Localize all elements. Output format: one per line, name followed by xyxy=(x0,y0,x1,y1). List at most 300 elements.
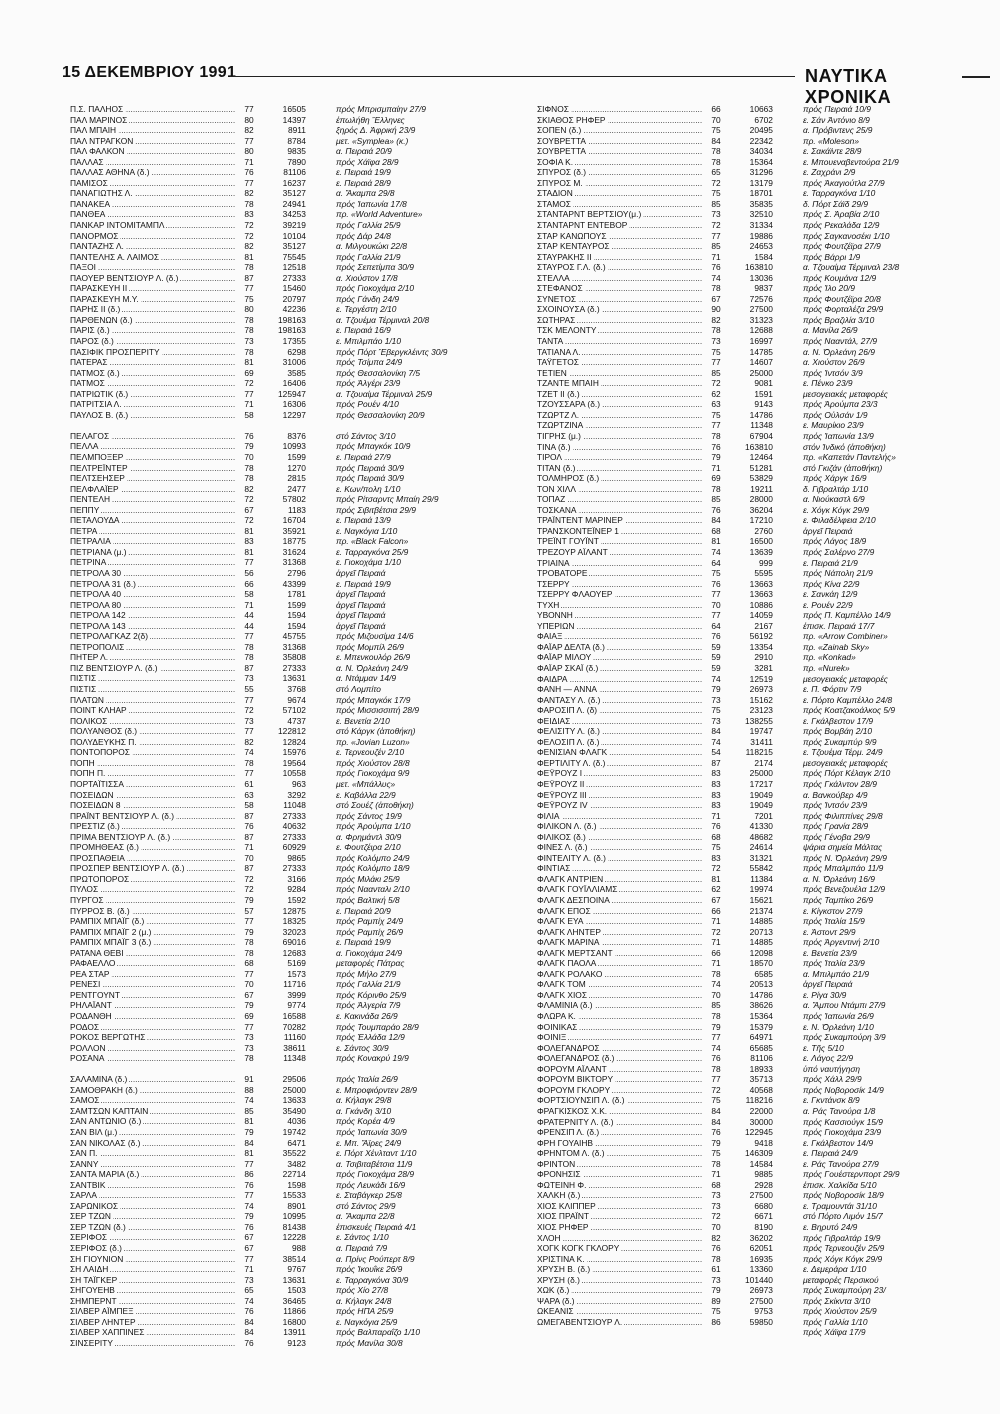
ship-name: ΠΡΑΪΝΤ ΒΕΝΤΣΙΟΥΡ Λ. (δ.) ..... xyxy=(68,811,238,822)
ship-name: ΦΙΛΙΑ ..... xyxy=(535,811,705,822)
deadweight: 24941 xyxy=(282,198,306,209)
deadweight: 1599 xyxy=(287,599,306,610)
deadweight: 64971 xyxy=(749,1032,773,1043)
deadweight: 20713 xyxy=(749,926,773,937)
build-year: 67 xyxy=(244,504,254,515)
deadweight: 4737 xyxy=(287,715,306,726)
ship-row xyxy=(68,1148,538,1159)
build-year: 75 xyxy=(711,705,721,716)
build-year: 77 xyxy=(244,694,254,705)
build-year: 71 xyxy=(711,462,721,473)
ship-name: ΦΡΟΝΗΣΙΣ ..... xyxy=(535,1169,705,1180)
ship-row xyxy=(535,631,1000,642)
ship-row xyxy=(68,695,538,706)
build-year: 76 xyxy=(711,1053,721,1064)
position-destination: πρός Ἰαπωνία 17/8 xyxy=(335,198,407,209)
ship-name: ΤΡΑΝΣΚΟΝΤΕΪΝΕΡ 1 ..... xyxy=(535,526,705,537)
ship-name: ΤΑΫΓΕΤΟΣ ..... xyxy=(535,357,705,368)
deadweight: 12683 xyxy=(282,947,306,958)
ship-name: ΣΤΕΛΛΑ ..... xyxy=(535,273,705,284)
deadweight: 9753 xyxy=(754,1306,773,1317)
build-year: 73 xyxy=(244,1042,254,1053)
position-destination: ε. Τραμουντάι 31/10 xyxy=(802,1200,877,1211)
deadweight: 11716 xyxy=(283,979,306,990)
ship-row xyxy=(535,863,1000,874)
build-year: 74 xyxy=(711,1042,721,1053)
deadweight: 35921 xyxy=(282,525,306,536)
deadweight: 14786 xyxy=(749,989,773,1000)
ship-row xyxy=(68,663,538,674)
build-year: 76 xyxy=(244,1179,254,1190)
position-destination: πρός Μιλάκι 25/9 xyxy=(335,873,400,884)
position-destination: πρός Πόρτ Ἔβεργκλέιντς 30/9 xyxy=(335,346,448,357)
ship-row xyxy=(68,220,538,231)
ship-name: ΦΟΛΕΓΑΝΔΡΟΣ ..... xyxy=(535,1043,705,1054)
build-year: 73 xyxy=(244,336,254,347)
build-year: 75 xyxy=(711,1148,721,1159)
build-year: 75 xyxy=(711,188,721,199)
build-year: 91 xyxy=(244,1074,254,1085)
ship-name: ΦΛΑΓΚ ΤΟΜ ..... xyxy=(535,979,705,990)
position-destination: α. Χιούστον 26/9 xyxy=(802,357,865,368)
position-destination: πρός Βενεζουέλα 12/9 xyxy=(802,884,885,895)
position-destination: πρός Λάγος 18/9 xyxy=(802,536,867,547)
build-year: 76 xyxy=(711,821,721,832)
ship-row xyxy=(535,642,1000,653)
ship-row xyxy=(535,1022,1000,1033)
ship-row xyxy=(535,842,1000,853)
deadweight: 8901 xyxy=(287,1200,306,1211)
position-destination: ε. Φουτζέιρα 2/10 xyxy=(335,842,401,853)
ship-name: ΦΟΡΟΥΜ ΑΪΛΑΝΤ ..... xyxy=(535,1064,705,1075)
ship-row xyxy=(68,673,538,684)
build-year: 68 xyxy=(244,958,254,969)
build-year: 63 xyxy=(244,789,254,800)
ship-name: ΤΑΤΙΑΝΑ Λ. ..... xyxy=(535,347,705,358)
deadweight: 4036 xyxy=(287,1116,306,1127)
ship-row xyxy=(68,1232,538,1243)
position-destination: πρός Χόγκ Κόγκ 29/9 xyxy=(802,1253,883,1264)
ship-name: ΠΑΥΛΟΣ Β. (δ.) ..... xyxy=(68,410,238,421)
ship-name: ΣΤΑΥΡΑΚΗΣ ΙΙ ..... xyxy=(535,252,705,263)
position-destination: πρός Ἰταλία 23/9 xyxy=(802,958,865,969)
build-year: 77 xyxy=(244,557,254,568)
ship-row xyxy=(535,463,1000,474)
deadweight: 19564 xyxy=(282,757,306,768)
position-destination: πρός Σαλέρνο 27/9 xyxy=(802,546,875,557)
ship-name: ΠΑΤΡΙΤΣΙΑ Λ. ..... xyxy=(68,399,238,410)
position-destination: μεσογειακές μεταφορές xyxy=(802,673,888,684)
ship-row xyxy=(68,1095,538,1106)
build-year: 73 xyxy=(711,336,721,347)
deadweight: 56192 xyxy=(749,631,773,642)
ship-row xyxy=(68,1043,538,1054)
ship-name: ΦΙΝΕΣ Λ. (δ.) ..... xyxy=(535,842,705,853)
build-year: 73 xyxy=(244,1274,254,1285)
ship-name: ΧΙΟΣ ΠΡΑΪΝΤ ..... xyxy=(535,1211,705,1222)
deadweight: 27333 xyxy=(282,272,306,283)
deadweight: 15364 xyxy=(749,156,773,167)
position-destination: ε. Γκάλβεστον 17/9 xyxy=(802,715,874,726)
deadweight: 12098 xyxy=(749,947,773,958)
deadweight: 59850 xyxy=(749,1316,773,1327)
position-destination: ε. Φιλαδέλφεια 2/10 xyxy=(802,515,876,526)
ship-name: ΡΟΛΛΟΝ ..... xyxy=(68,1043,238,1054)
position-destination: πρός Σαγκανοσέκι 1/10 xyxy=(802,230,890,241)
ship-name: ΡΟΣΑΝΑ ..... xyxy=(68,1053,238,1064)
ship-name: ΤΡΕΪΝΤ ΓΟΥΪΝΤ ..... xyxy=(535,536,705,547)
ship-name: ΡΑΜΠΙΧ ΜΠΑΪΓ 3 (δ.) ..... xyxy=(68,937,238,948)
ship-name: ΨΑΡΑ (δ.) ..... xyxy=(535,1296,705,1307)
build-year: 78 xyxy=(244,346,254,357)
ship-row xyxy=(68,178,538,189)
build-year: 68 xyxy=(711,831,721,842)
build-year: 78 xyxy=(711,146,721,157)
deadweight: 51281 xyxy=(749,462,773,473)
build-year: 80 xyxy=(244,146,254,157)
deadweight: 2174 xyxy=(754,757,773,768)
build-year: 70 xyxy=(244,852,254,863)
ship-name: ΤΙΡΟΛ ..... xyxy=(535,452,705,463)
ship-row xyxy=(535,178,1000,189)
position-destination: στό Κάργκ (ἀποθήκη) xyxy=(335,726,416,737)
ship-name: ΣΗ ΛΑΙΔΗ ..... xyxy=(68,1264,238,1275)
ship-row xyxy=(535,115,1000,126)
build-year: 67 xyxy=(711,293,721,304)
position-destination: ε. Μαυρίκιο 23/9 xyxy=(802,420,864,431)
deadweight: 2477 xyxy=(287,483,306,494)
deadweight: 17210 xyxy=(749,515,773,526)
deadweight: 13036 xyxy=(749,272,773,283)
ship-row xyxy=(535,378,1000,389)
deadweight: 16704 xyxy=(282,515,306,526)
deadweight: 31368 xyxy=(282,641,306,652)
build-year: 71 xyxy=(244,156,254,167)
ship-row xyxy=(535,652,1000,663)
deadweight: 988 xyxy=(291,1242,306,1253)
position-destination: α. Πρίνς Ρούπερτ 8/9 xyxy=(335,1253,415,1264)
ship-name: ΣΤΑΝΤΑΡΝΤ ΕΝΤΕΒΟΡ ..... xyxy=(535,220,705,231)
build-year: 74 xyxy=(711,979,721,990)
ship-name: ΠΡΟΣΠΕΡ ΒΕΝΤΣΙΟΥΡ Λ. (δ.) ..... xyxy=(68,863,238,874)
ship-name: ΠΑΛΛΑΣ ΑΘΗΝΑ (δ.) ..... xyxy=(68,167,238,178)
position-destination: πρός Οὐλσάν 1/9 xyxy=(802,409,868,420)
ship-row xyxy=(68,884,538,895)
position-destination: α. Ἄκαμπα 29/8 xyxy=(335,188,395,199)
ship-row xyxy=(535,484,1000,495)
position-destination: πρός Σκίκντα 3/10 xyxy=(802,1295,871,1306)
ship-row xyxy=(535,209,1000,220)
ship-row xyxy=(535,536,1000,547)
ship-row xyxy=(535,779,1000,790)
position-destination: ε. Πειραιά 27/9 xyxy=(335,452,391,462)
ship-row xyxy=(68,1180,538,1191)
build-year: 74 xyxy=(711,736,721,747)
deadweight: 5169 xyxy=(287,958,306,969)
ship-row xyxy=(535,747,1000,758)
ship-row xyxy=(535,336,1000,347)
build-year: 82 xyxy=(711,314,721,325)
deadweight: 10104 xyxy=(282,230,306,241)
build-year: 74 xyxy=(711,272,721,283)
ship-row xyxy=(68,557,538,568)
build-year: 78 xyxy=(711,1253,721,1264)
position-destination: πρ. «Καπετάν Παντελής» xyxy=(802,452,896,463)
ship-row xyxy=(535,410,1000,421)
ship-row xyxy=(68,768,538,779)
build-year: 82 xyxy=(244,241,254,252)
build-year: 78 xyxy=(711,1158,721,1169)
ship-name: ΠΑΣΙΦΙΚ ΠΡΟΣΠΕΡΙΤΥ ..... xyxy=(68,347,238,358)
position-destination: πρός Κολόμπο 24/9 xyxy=(335,852,410,863)
ship-row xyxy=(68,368,538,379)
ship-row xyxy=(535,1106,1000,1117)
ship-row xyxy=(535,663,1000,674)
deadweight: 11048 xyxy=(283,800,306,811)
position-destination: μεσογειακές μεταφορές xyxy=(802,757,888,768)
ship-name: ΠΕΤΡΟΛΑΓΚΑΖ 2(δ) ..... xyxy=(68,631,238,642)
deadweight: 2815 xyxy=(287,473,306,484)
ship-row xyxy=(535,895,1000,906)
ship-row xyxy=(68,631,538,642)
ship-name: ΦΕΫΡΟΥΖ ΙΙΙ ..... xyxy=(535,790,705,801)
build-year: 71 xyxy=(244,599,254,610)
ship-row xyxy=(535,1327,1000,1338)
position-destination: στό Σουέζ (ἀποθήκη) xyxy=(335,800,414,811)
ship-name: ΠΑΞΟΙ ..... xyxy=(68,262,238,273)
ship-name: ΦΟΙΝΙΞ ..... xyxy=(535,1032,705,1043)
ship-name: ΠΑΡΙΣ (δ.) ..... xyxy=(68,325,238,336)
ship-name: ΦΩΤΕΙΝΗ Φ. ..... xyxy=(535,1180,705,1191)
ship-name: ΠΑΡΟΣ (δ.) ..... xyxy=(68,336,238,347)
ship-row xyxy=(535,1117,1000,1128)
ship-name: ΦΡΙΝΤΟΝ ..... xyxy=(535,1159,705,1170)
deadweight: 16935 xyxy=(749,1253,773,1264)
position-destination: ε. Ρίγα 30/9 xyxy=(802,989,847,1000)
ship-row xyxy=(535,304,1000,315)
ship-name: ΠΡΟΣΠΑΘΕΙΑ ..... xyxy=(68,853,238,864)
build-year: 63 xyxy=(711,399,721,410)
ship-row xyxy=(68,800,538,811)
build-year: 78 xyxy=(244,937,254,948)
position-destination: πρός Γαλλία 21/9 xyxy=(335,979,401,990)
deadweight: 1503 xyxy=(287,1285,306,1296)
ship-row xyxy=(535,1306,1000,1317)
position-destination: πρός Θεσσαλονίκη 20/9 xyxy=(335,409,425,420)
ship-name: ΧΡΙΣΤΙΝΑ Κ. ..... xyxy=(535,1254,705,1265)
position-destination: πρός Ρίτσαρντς Μπαίη 29/9 xyxy=(335,494,439,505)
ship-name: ΠΥΛΟΣ ..... xyxy=(68,884,238,895)
deadweight: 75545 xyxy=(282,251,306,262)
ship-row xyxy=(535,104,1000,115)
ship-name: ΣΑΛΑΜΙΝΑ (δ.) ..... xyxy=(68,1074,238,1085)
position-destination: πρός Ἰαπωνία 30/9 xyxy=(335,1126,407,1137)
ship-name: ΦΛΑΓΚ ΓΟΥΪΛΛΙΑΜΣ ..... xyxy=(535,884,705,895)
ship-name: ΣΟΥΒΡΕΤΤΑ ..... xyxy=(535,146,705,157)
deadweight: 14786 xyxy=(749,409,773,420)
ship-row xyxy=(68,167,538,178)
ship-row xyxy=(68,716,538,727)
deadweight: 14885 xyxy=(749,916,773,927)
ship-name: ΠΕΤΡΟΛΑ 143 ..... xyxy=(68,621,238,632)
position-destination: πρός Π. Καμπέλλο 14/9 xyxy=(802,610,891,621)
deadweight: 11384 xyxy=(750,873,773,884)
build-year: 84 xyxy=(244,1327,254,1338)
ship-row xyxy=(535,674,1000,685)
position-destination: πρός Μπρισμπαίην 27/9 xyxy=(335,104,426,114)
build-year: 81 xyxy=(244,251,254,262)
ship-row xyxy=(535,621,1000,632)
build-year: 78 xyxy=(244,947,254,958)
ship-name: ΦΛΑΓΚ ΡΟΛΑΚΟ ..... xyxy=(535,969,705,980)
build-year: 77 xyxy=(711,420,721,431)
ship-row xyxy=(535,916,1000,927)
deadweight: 963 xyxy=(291,778,306,789)
build-year: 64 xyxy=(711,557,721,568)
position-destination: πρός Νααντάλ, 27/9 xyxy=(802,336,878,347)
ship-row xyxy=(535,231,1000,242)
ship-row xyxy=(535,884,1000,895)
build-year: 84 xyxy=(711,1105,721,1116)
build-year: 68 xyxy=(711,1179,721,1190)
ship-name: ΤΟΣΚΑΝΑ ..... xyxy=(535,505,705,516)
ship-name: ΦΟΡΟΥΜ ΓΚΛΟΡΥ ..... xyxy=(535,1085,705,1096)
position-destination: α. Ν. Ὀρλεάνη 16/9 xyxy=(802,873,875,884)
position-destination: πρός Σάντος 19/9 xyxy=(335,810,402,821)
position-destination: ε. Σακάϊντε 28/9 xyxy=(802,146,862,157)
position-destination: α. Τζουαίμα Τέρμιναλ 25/9 xyxy=(335,388,433,399)
deadweight: 5595 xyxy=(754,568,773,579)
build-year: 71 xyxy=(244,1264,254,1275)
position-destination: ἀργεῖ Πειραιά xyxy=(335,610,386,621)
position-destination: πρός Τουμπαράο 28/9 xyxy=(335,1021,419,1032)
build-year: 72 xyxy=(711,1084,721,1095)
position-destination: δ. Πόρτ Σάϊδ 29/9 xyxy=(802,198,868,209)
ship-name: ΡΗΛΑΪΑΝΤ ..... xyxy=(68,1000,238,1011)
ship-row xyxy=(535,906,1000,917)
position-destination: πρός Σ. Ἀραβία 2/10 xyxy=(802,209,880,220)
ship-row xyxy=(535,579,1000,590)
ship-row xyxy=(535,832,1000,843)
deadweight: 70282 xyxy=(282,1021,306,1032)
ship-name: ΠΑΤΕΡΑΣ ..... xyxy=(68,357,238,368)
page-date: 15 ΔΕΚΕΜΒΡΙΟΥ 1991 xyxy=(62,64,237,81)
position-destination: πρός Σεπετίμπα 30/9 xyxy=(335,262,414,273)
build-year: 70 xyxy=(244,979,254,990)
ship-row xyxy=(68,441,538,452)
position-destination: πρός Ἀργεντινή 2/10 xyxy=(802,937,880,948)
position-destination: πρ. «World Adventure» xyxy=(335,209,423,220)
position-destination: πρ. «Moleson» xyxy=(802,135,859,146)
deadweight: 23123 xyxy=(749,705,773,716)
position-destination: πρός Γαλλία 25/9 xyxy=(335,220,401,231)
build-year: 77 xyxy=(711,230,721,241)
position-destination: πρός Χάϊφα 28/9 xyxy=(335,156,399,167)
position-destination: πρός Κορέα 4/9 xyxy=(335,1116,395,1127)
deadweight: 9837 xyxy=(754,283,773,294)
ship-row xyxy=(68,505,538,516)
position-destination: στό Γκιζάν (ἀποθήκη) xyxy=(802,462,883,473)
position-destination: ε. Μπροφιόρντεν 28/9 xyxy=(335,1084,417,1095)
ship-name: ΣΤΑΔΙΟΝ ..... xyxy=(535,188,705,199)
ship-row xyxy=(535,1317,1000,1328)
ship-name: ΠΕΛΤΣΕΗΣΕΡ ..... xyxy=(68,473,238,484)
ship-name: ΠΑΛΛΑΣ ..... xyxy=(68,157,238,168)
ship-row xyxy=(68,1254,538,1265)
build-year: 77 xyxy=(711,1032,721,1043)
build-year: 71 xyxy=(711,810,721,821)
ship-name: ΠΥΡΓΟΣ ..... xyxy=(68,895,238,906)
build-year: 73 xyxy=(244,1032,254,1043)
build-year: 72 xyxy=(244,230,254,241)
deadweight: 14397 xyxy=(282,114,306,125)
build-year: 87 xyxy=(711,757,721,768)
ship-name: ΠΟΙΝΤ ΚΛΗΑΡ ..... xyxy=(68,705,238,716)
position-destination: ε. Κων/πολη 1/10 xyxy=(335,483,401,494)
ship-name: ΠΕΠΠΥ ..... xyxy=(68,505,238,516)
deadweight: 16406 xyxy=(282,378,306,389)
build-year: 79 xyxy=(711,684,721,695)
deadweight: 12688 xyxy=(749,325,773,336)
build-year: 81 xyxy=(244,1148,254,1159)
position-destination: πρ. «Arrow Combiner» xyxy=(802,631,888,642)
build-year: 76 xyxy=(711,1243,721,1254)
ship-row xyxy=(68,621,538,632)
deadweight: 40568 xyxy=(749,1084,773,1095)
ship-name: ΠΟΛΥΑΝΘΟΣ (δ.) ..... xyxy=(68,726,238,737)
ship-name: ΦΡΗΝΤΟΜ Λ. (δ.) ..... xyxy=(535,1148,705,1159)
ship-name: ΣΟΥΒΡΕΤΤΑ ..... xyxy=(535,136,705,147)
build-year: 76 xyxy=(244,167,254,178)
build-year: 74 xyxy=(711,673,721,684)
ship-row xyxy=(535,1127,1000,1138)
position-destination: ε. Κίγκστον 27/9 xyxy=(802,905,863,916)
position-destination: πρός Ἀκαγιούτλα 27/9 xyxy=(802,177,885,188)
position-destination: ε. Ζαχράνι 2/9 xyxy=(802,167,856,178)
ship-name: ΧΙΟΣ ΡΗΦΕΡ ..... xyxy=(535,1222,705,1233)
ship-name: ΣΠΥΡΟΣ Μ. ..... xyxy=(535,178,705,189)
build-year: 75 xyxy=(244,293,254,304)
deadweight: 1183 xyxy=(287,504,306,515)
ship-name: ΠΑΝΑΚΕΑ ..... xyxy=(68,199,238,210)
ship-row xyxy=(535,241,1000,252)
deadweight: 16997 xyxy=(749,336,773,347)
build-year: 78 xyxy=(244,314,254,325)
deadweight: 8190 xyxy=(754,1221,773,1232)
ship-name: ΡΕΑ ΣΤΑΡ ..... xyxy=(68,969,238,980)
ship-row xyxy=(68,473,538,484)
ship-row xyxy=(535,452,1000,463)
position-destination: πρός Ν. Ὀρλεάνη 29/9 xyxy=(802,852,887,863)
position-destination: πρός Μιζουσίμα 14/6 xyxy=(335,631,414,642)
position-destination: ε. Βενετία 2/10 xyxy=(335,715,390,726)
build-year: 67 xyxy=(244,1232,254,1243)
position-destination: α. Ράς Τανούρα 1/8 xyxy=(802,1105,876,1116)
ship-row xyxy=(535,948,1000,959)
build-year: 83 xyxy=(244,209,254,220)
ship-row xyxy=(535,1222,1000,1233)
ship-name: ΣΤΑΥΡΟΣ Γ.Λ. (δ.) ..... xyxy=(535,262,705,273)
build-year: 62 xyxy=(711,884,721,895)
ship-name: ΠΕΛΑΓΟΣ ..... xyxy=(68,431,238,442)
build-year: 77 xyxy=(711,1074,721,1085)
position-destination: πρός Κασσιούγκ 15/9 xyxy=(802,1116,883,1127)
ship-name: ΦΛΑΓΚ ΜΕΡΤΣΑΝΤ ..... xyxy=(535,948,705,959)
build-year: 78 xyxy=(244,462,254,473)
position-destination: ε. Πειραιά 20/9 xyxy=(335,905,391,916)
deadweight: 13633 xyxy=(282,1095,306,1106)
deadweight: 27500 xyxy=(749,1190,773,1201)
